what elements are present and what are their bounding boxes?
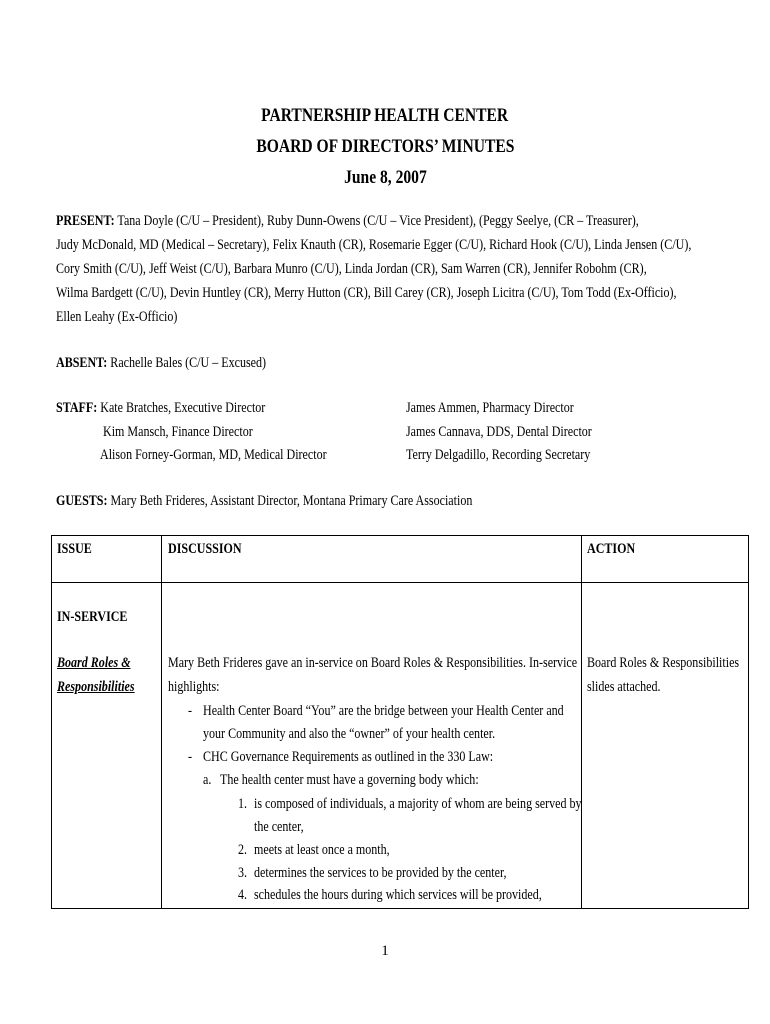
present-line-2: Judy McDonald, MD (Medical – Secretary), Felix Knauth (CR), Rosemarie Egger (C/U), Richard Hook (C/U), Linda Jensen (C/U),	[56, 237, 692, 253]
title-line-2: BOARD OF DIRECTORS’ MINUTES	[255, 136, 515, 157]
item-2-text: meets at least once a month,	[254, 842, 390, 858]
title-date: June 8, 2007	[343, 167, 427, 188]
staff-label: STAFF:	[56, 400, 98, 416]
item-3-text: determines the services to be provided by the center,	[254, 865, 507, 881]
action-line-2: slides attached.	[587, 679, 661, 695]
staff-right-1: James Ammen, Pharmacy Director	[406, 400, 574, 416]
bullet2-line: CHC Governance Requirements as outlined in the 330 Law:	[203, 749, 494, 765]
bullet1-line-2: your Community and also the “owner” of your health center.	[203, 726, 496, 742]
issue-cell	[52, 583, 162, 909]
table-header-row	[52, 536, 749, 583]
absent-line	[56, 355, 266, 372]
minutes-table	[51, 535, 749, 909]
item-1-number: 1.	[238, 796, 248, 812]
guests-line	[56, 493, 472, 510]
bullet1-line-1: Health Center Board “You” are the bridge between your Health Center and	[203, 703, 564, 719]
issue-title-1: Board Roles &	[57, 655, 131, 671]
sub-a-text: The health center must have a governing body which:	[220, 772, 479, 788]
guests-names: Mary Beth Frideres, Assistant Director, Montana Primary Care Association	[110, 493, 473, 509]
bullet-dash: -	[188, 749, 193, 765]
header-action: ACTION	[582, 536, 749, 583]
absent-label: ABSENT:	[56, 355, 108, 371]
staff-line-1	[56, 400, 265, 417]
staff-left-3: Alison Forney-Gorman, MD, Medical Director	[100, 447, 327, 463]
present-line-5: Ellen Leahy (Ex-Officio)	[56, 309, 178, 325]
header-discussion: DISCUSSION	[162, 536, 582, 583]
page-number: 1	[381, 943, 389, 959]
table-row	[52, 583, 749, 909]
staff-right-2: James Cannava, DDS, Dental Director	[406, 424, 592, 440]
staff-left-2: Kim Mansch, Finance Director	[103, 424, 253, 440]
staff-right-3: Terry Delgadillo, Recording Secretary	[406, 447, 591, 463]
discussion-intro-1: Mary Beth Frideres gave an in-service on Board Roles & Responsibilities. In-service	[168, 655, 578, 671]
discussion-intro-2: highlights:	[168, 679, 220, 695]
guests-label: GUESTS:	[56, 493, 108, 509]
present-names: Tana Doyle (C/U – President), Ruby Dunn-Owens (C/U – Vice President), (Peggy Seelye, (CR – Treasurer),	[117, 213, 639, 229]
present-label: PRESENT:	[56, 213, 115, 229]
item-2-number: 2.	[238, 842, 248, 858]
header-issue: ISSUE	[52, 536, 162, 583]
sub-a-marker: a.	[203, 772, 212, 788]
document-title	[0, 100, 770, 193]
action-cell	[582, 583, 749, 909]
item-4-number: 4.	[238, 887, 248, 903]
item-1-line-1: is composed of individuals, a majority of whom are being served by	[254, 796, 582, 812]
discussion-cell	[162, 583, 582, 909]
item-3-number: 3.	[238, 865, 248, 881]
item-1-line-2: the center,	[254, 819, 304, 835]
item-4-text: schedules the hours during which services will be provided,	[254, 887, 542, 903]
action-line-1: Board Roles & Responsibilities	[587, 655, 740, 671]
title-line-1: PARTNERSHIP HEALTH CENTER	[261, 105, 509, 126]
staff-left-1: Kate Bratches, Executive Director	[100, 400, 266, 416]
present-line-1	[56, 213, 639, 230]
bullet-dash: -	[188, 703, 193, 719]
section-heading: IN-SERVICE	[57, 609, 128, 625]
issue-title-2: Responsibilities	[57, 679, 135, 695]
absent-names: Rachelle Bales (C/U – Excused)	[110, 355, 267, 371]
present-line-4: Wilma Bardgett (C/U), Devin Huntley (CR), Merry Hutton (CR), Bill Carey (CR), Joseph Licitra (C/U), Tom Todd (Ex-Officio),	[56, 285, 677, 301]
present-line-3: Cory Smith (C/U), Jeff Weist (C/U), Barbara Munro (C/U), Linda Jordan (CR), Sam Warren (CR), Jennifer Robohm (CR),	[56, 261, 647, 277]
